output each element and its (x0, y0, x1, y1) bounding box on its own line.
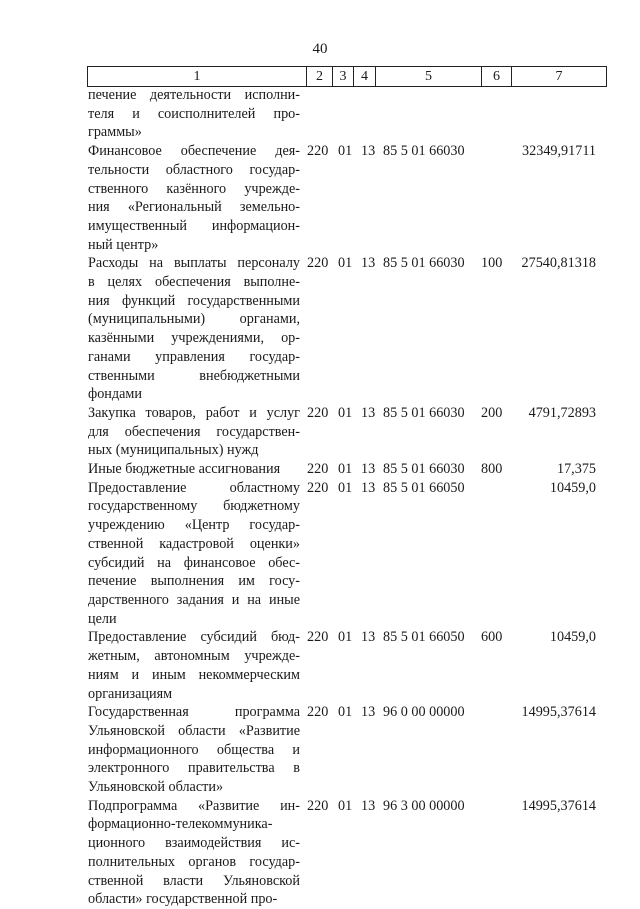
cell-c2: 220 (307, 143, 329, 160)
description-line: ганами управления государ- (88, 348, 300, 365)
description-line: Расходы на выплаты персоналу (88, 255, 300, 272)
cell-c3: 01 (338, 461, 353, 478)
cell-c2: 220 (307, 629, 329, 646)
cell-c7: 27540,81318 (521, 255, 596, 272)
description-line: казёнными учреждениями, ор- (88, 330, 300, 347)
cell-c5: 96 3 00 00000 (383, 797, 465, 814)
description-line: субсидий на финансовое обес- (88, 554, 300, 571)
cell-c5: 85 5 01 66030 (383, 404, 465, 421)
cell-c7: 14995,37614 (521, 704, 596, 721)
cell-c5: 96 0 00 00000 (383, 704, 465, 721)
description-line: формационно-телекоммуника- (88, 816, 273, 833)
cell-c2: 220 (307, 479, 329, 496)
description-line: Предоставление областному (88, 479, 300, 496)
header-col-3: 3 (333, 67, 354, 86)
cell-c3: 01 (338, 797, 353, 814)
cell-c3: 01 (338, 479, 353, 496)
description-line: ния функций государственными (88, 292, 300, 309)
description-line: Ульяновской области «Развитие (88, 722, 300, 739)
description-line: граммы» (88, 124, 142, 141)
cell-c3: 01 (338, 255, 353, 272)
cell-c3: 01 (338, 629, 353, 646)
page-number: 40 (312, 41, 328, 57)
cell-c6: 200 (481, 404, 503, 421)
description-line: Подпрограмма «Развитие ин- (88, 797, 300, 814)
table-row (88, 254, 608, 404)
description-line: теля и соисполнителей про- (88, 105, 300, 122)
row-description (88, 86, 300, 142)
cell-c7: 4791,72893 (528, 404, 596, 421)
description-line: Государственная программа (88, 704, 300, 721)
table-row (88, 142, 608, 254)
cell-c3: 01 (338, 404, 353, 421)
cell-c5: 85 5 01 66030 (383, 255, 465, 272)
description-line: информационного общества и (88, 741, 300, 758)
description-line: Закупка товаров, работ и услуг (88, 404, 300, 421)
table-header (87, 66, 607, 87)
description-line: электронного правительства в (88, 760, 300, 777)
description-line: ниям и иным некоммерческим (88, 666, 300, 683)
description-line: организациям (88, 685, 173, 702)
cell-c6: 800 (481, 461, 503, 478)
cell-c5: 85 5 01 66050 (383, 479, 465, 496)
table-body (88, 86, 608, 909)
table-row (88, 628, 608, 703)
cell-c4: 13 (361, 704, 376, 721)
description-line: цели (88, 610, 117, 627)
cell-c4: 13 (361, 404, 376, 421)
header-col-1: 1 (88, 67, 307, 86)
table-row (88, 797, 608, 909)
description-line: учреждению «Центр государ- (88, 517, 300, 534)
row-description (88, 703, 300, 797)
cell-c7: 10459,0 (549, 479, 596, 496)
description-line: печение деятельности исполни- (88, 87, 300, 103)
cell-c4: 13 (361, 479, 376, 496)
cell-c3: 01 (338, 704, 353, 721)
description-line: фондами (88, 386, 142, 403)
cell-c7: 14995,37614 (521, 797, 596, 814)
cell-c4: 13 (361, 143, 376, 160)
header-col-4: 4 (354, 67, 376, 86)
description-line: ных (муниципальных) нужд (88, 442, 259, 459)
description-line: области» государственной про- (88, 891, 278, 908)
cell-c2: 220 (307, 255, 329, 272)
row-description (88, 460, 300, 479)
cell-c6: 100 (481, 255, 503, 272)
cell-c5: 85 5 01 66050 (383, 629, 465, 646)
cell-c4: 13 (361, 797, 376, 814)
description-line: тельности областного государ- (88, 161, 300, 178)
description-line: государственному бюджетному (88, 498, 300, 515)
description-line: Иные бюджетные ассигнования (88, 461, 281, 478)
cell-c7: 17,375 (556, 461, 596, 478)
cell-c4: 13 (361, 629, 376, 646)
cell-c6: 600 (481, 629, 503, 646)
cell-c7: 32349,91711 (522, 143, 596, 160)
description-line: жетным, автономным учрежде- (88, 648, 300, 665)
cell-c5: 85 5 01 66030 (383, 143, 465, 160)
description-line: печение выполнения им госу- (88, 573, 300, 590)
description-line: Ульяновской области» (88, 779, 224, 796)
description-line: ния «Региональный земельно- (88, 199, 300, 216)
row-description (88, 254, 300, 404)
header-col-5: 5 (376, 67, 482, 86)
row-description (88, 479, 300, 629)
cell-c7: 10459,0 (549, 629, 596, 646)
description-line: Предоставление субсидий бюд- (88, 629, 300, 646)
cell-c2: 220 (307, 797, 329, 814)
table-row (88, 404, 608, 460)
row-description (88, 797, 300, 909)
row-description (88, 404, 300, 460)
description-line: ственными внебюджетными (88, 367, 300, 384)
cell-c2: 220 (307, 704, 329, 721)
table-row (88, 86, 608, 142)
description-line: дарственного задания и на иные (88, 591, 300, 608)
description-line: Финансовое обеспечение дея- (88, 143, 300, 160)
cell-c3: 01 (338, 143, 353, 160)
header-col-6: 6 (482, 67, 512, 86)
description-line: ный центр» (88, 236, 159, 253)
header-col-7: 7 (555, 69, 563, 84)
description-line: для обеспечения государствен- (88, 423, 300, 440)
description-line: ственного казённого учрежде- (88, 180, 300, 197)
description-line: ционного взаимодействия ис- (88, 835, 300, 852)
table-row (88, 479, 608, 629)
cell-c5: 85 5 01 66030 (383, 461, 465, 478)
description-line: ственной власти Ульяновской (88, 872, 300, 889)
header-col-2: 2 (307, 67, 333, 86)
cell-c4: 13 (361, 461, 376, 478)
description-line: в целях обеспечения выполне- (88, 274, 300, 291)
description-line: (муниципальными) органами, (88, 311, 300, 328)
description-line: ственной кадастровой оценки» (88, 535, 300, 552)
table-row (88, 703, 608, 797)
cell-c2: 220 (307, 404, 329, 421)
table-row (88, 460, 608, 479)
row-description (88, 628, 300, 703)
description-line: полнительных органов государ- (88, 853, 300, 870)
row-description (88, 142, 300, 254)
cell-c2: 220 (307, 461, 329, 478)
cell-c4: 13 (361, 255, 376, 272)
description-line: имущественный информацион- (88, 217, 300, 234)
